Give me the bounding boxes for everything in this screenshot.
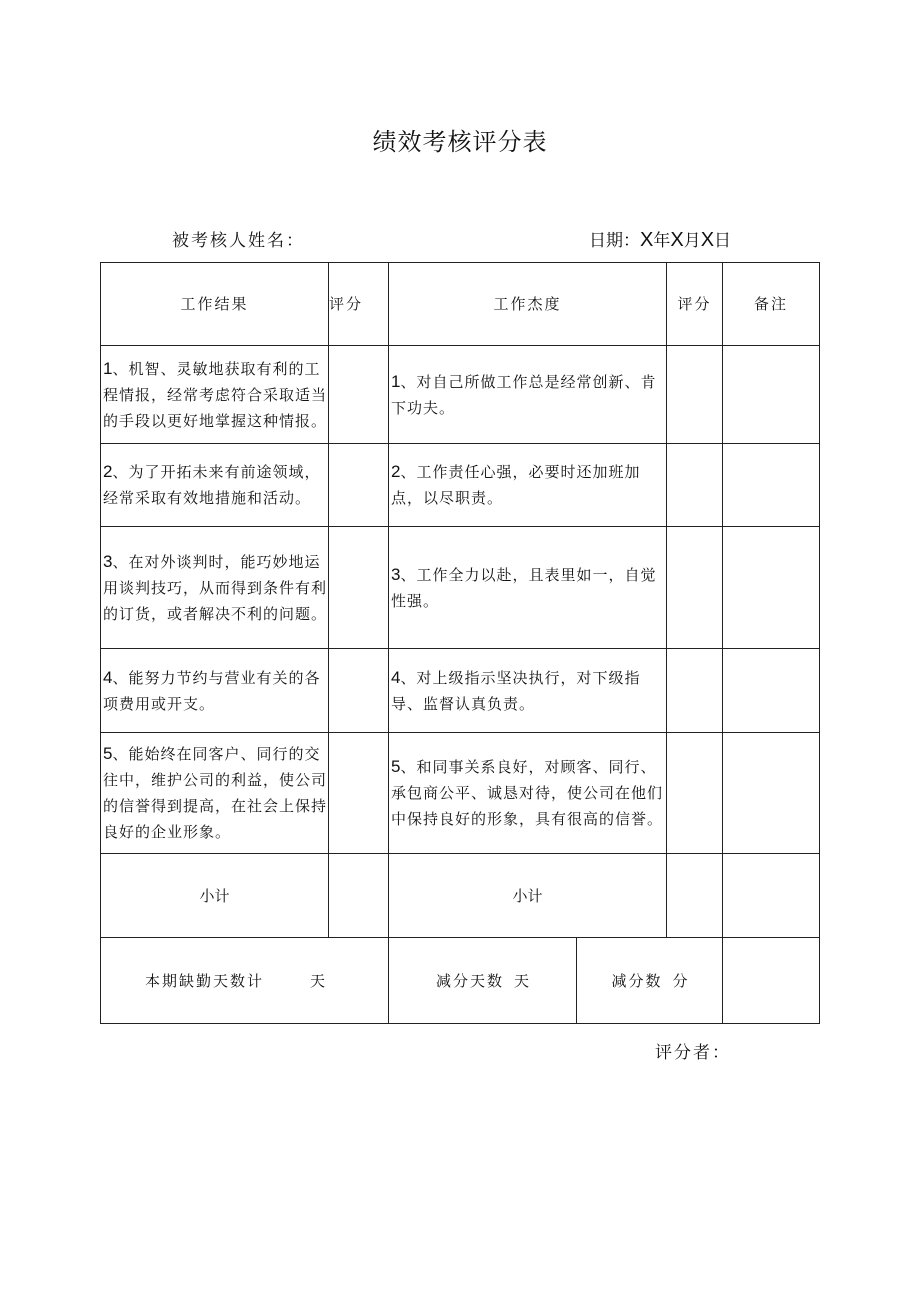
deduct-remarks-cell[interactable]	[723, 938, 820, 1024]
item-text: 、和同事关系良好，对顾客、同行、承包商公平、诚恳对待，使公司在他们中保持良好的形象，具有很高的信誉。	[391, 758, 664, 828]
item-number: 2	[103, 462, 113, 481]
subtotal-right-label: 小计	[389, 854, 667, 938]
attitude-score-cell-5[interactable]	[667, 733, 723, 854]
remarks-cell-5[interactable]	[723, 733, 820, 854]
absence-days-label: 本期缺勤天数计	[145, 971, 265, 990]
item-number: 1	[103, 358, 113, 378]
date-year-placeholder: X	[640, 229, 654, 251]
header-work-attitude: 工作杰度	[389, 263, 667, 346]
subtotal-right-score[interactable]	[667, 854, 723, 938]
date-day-unit: 日	[714, 231, 732, 251]
item-number: 1	[391, 371, 401, 391]
subtotal-row	[101, 854, 820, 938]
item-text: 、工作全力以赴，且表里如一，自觉性强。	[391, 565, 657, 610]
attitude-item-2	[389, 444, 667, 527]
item-number: 5	[391, 757, 401, 776]
deduct-days-unit: 天	[514, 971, 530, 990]
item-text: 、机智、灵敏地获取有利的工程情报，经常考虑符合采取适当的手段以更好地掌握这种情报。	[103, 359, 328, 430]
work-result-item-2	[101, 444, 329, 527]
remarks-cell-2[interactable]	[723, 444, 820, 527]
remarks-cell-1[interactable]	[723, 346, 820, 444]
date-day-placeholder: X	[700, 229, 715, 251]
header-score-1: 评分	[329, 263, 389, 346]
header-remarks: 备注	[723, 263, 820, 346]
table-row	[101, 346, 820, 444]
deduct-points-label: 减分数	[611, 971, 663, 990]
work-result-item-3	[101, 527, 329, 649]
item-text: 、在对外谈判时，能巧妙地运用谈判技巧，从而得到条件有利的订货，或者解决不利的问题。	[103, 552, 328, 623]
header-work-result: 工作结果	[101, 263, 329, 346]
attitude-item-1	[389, 346, 667, 444]
examinee-name-label: 被考核人姓名：	[172, 231, 305, 251]
rater-label: 评分者：	[655, 1043, 731, 1063]
item-number: 3	[103, 551, 113, 571]
table-row	[101, 444, 820, 527]
absence-row	[101, 938, 820, 1024]
date-year-unit: 年	[653, 231, 671, 251]
score-cell-2[interactable]	[329, 444, 389, 527]
score-table	[100, 262, 820, 1024]
item-number: 3	[391, 564, 401, 584]
attitude-score-cell-4[interactable]	[667, 649, 723, 733]
attitude-score-cell-2[interactable]	[667, 444, 723, 527]
table-row	[101, 733, 820, 854]
item-number: 4	[103, 667, 113, 687]
table-header-row	[101, 263, 820, 346]
item-number: 4	[391, 667, 401, 687]
item-text: 、能始终在同客户、同行的交往中，维护公司的利益，使公司的信誉得到提高，在社会上保持良好的企业形象。	[103, 745, 328, 841]
deduct-days-cell[interactable]	[389, 938, 577, 1024]
subtotal-remarks[interactable]	[723, 854, 820, 938]
deduct-points-cell[interactable]	[577, 938, 723, 1024]
score-cell-4[interactable]	[329, 649, 389, 733]
subtotal-left-label: 小计	[101, 854, 329, 938]
attitude-score-cell-3[interactable]	[667, 527, 723, 649]
deduct-points-unit: 分	[672, 971, 688, 990]
subtotal-left-score[interactable]	[329, 854, 389, 938]
work-result-item-1	[101, 346, 329, 444]
header-score-2: 评分	[667, 263, 723, 346]
attitude-score-cell-1[interactable]	[667, 346, 723, 444]
item-text: 、工作责任心强，必要时还加班加点，以尽职责。	[391, 463, 641, 507]
date-field	[589, 226, 731, 252]
attitude-item-5	[389, 733, 667, 854]
item-number: 5	[103, 744, 113, 763]
table-row	[101, 649, 820, 733]
page-title: 绩效考核评分表	[372, 128, 548, 156]
item-number: 2	[391, 462, 401, 481]
item-text: 、对上级指示坚决执行，对下级指导、监督认真负责。	[391, 668, 641, 713]
attitude-item-4	[389, 649, 667, 733]
item-text: 、能努力节约与营业有关的各项费用或开支。	[103, 668, 321, 713]
date-month-placeholder: X	[670, 229, 684, 251]
score-cell-3[interactable]	[329, 527, 389, 649]
date-prefix: 日期：	[589, 231, 640, 251]
attitude-item-3	[389, 527, 667, 649]
deduct-days-label: 减分天数	[435, 971, 504, 990]
item-text: 、对自己所做工作总是经常创新、肯下功夫。	[391, 372, 657, 417]
score-cell-5[interactable]	[329, 733, 389, 854]
item-text: 、为了开拓未来有前途领域，经常采取有效地措施和活动。	[103, 463, 321, 507]
score-cell-1[interactable]	[329, 346, 389, 444]
absence-days-unit: 天	[310, 971, 326, 990]
remarks-cell-4[interactable]	[723, 649, 820, 733]
remarks-cell-3[interactable]	[723, 527, 820, 649]
work-result-item-5	[101, 733, 329, 854]
table-row	[101, 527, 820, 649]
date-month-unit: 月	[683, 231, 701, 251]
absence-days-cell[interactable]	[101, 938, 389, 1024]
work-result-item-4	[101, 649, 329, 733]
